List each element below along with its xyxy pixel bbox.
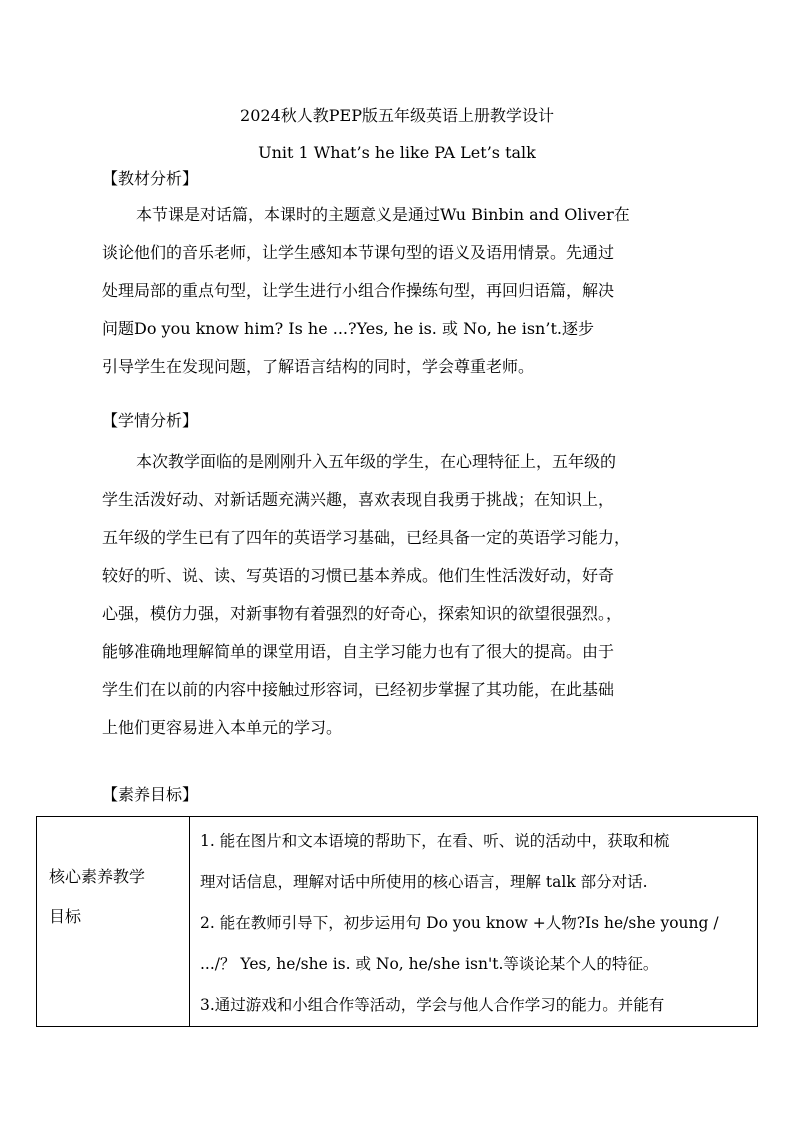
section-heading-textbook: 【教材分析】 — [102, 169, 199, 188]
paragraph-line: 心强，模仿力强，对新事物有着强烈的好奇心，探索知识的欲望很强烈。， — [102, 604, 623, 623]
goals-label-line: 核心素养教学 — [49, 867, 146, 886]
goals-table — [36, 816, 758, 1027]
goals-label-cell — [37, 817, 190, 1027]
document-subtitle: Unit 1 What’s he like PA Let’s talk — [258, 143, 536, 162]
goal-line: 理对话信息，理解对话中所使用的核心语言，理解 talk 部分对话. — [200, 873, 648, 891]
paragraph-line: 学生活泼好动、对新话题充满兴趣，喜欢表现自我勇于挑战；在知识上， — [102, 490, 615, 509]
section-heading-goals: 【素养目标】 — [102, 785, 199, 804]
goal-line: 2. 能在教师引导下，初步运用句 Do you know +人物?Is he/she young / — [200, 914, 719, 932]
paragraph-textbook — [102, 196, 712, 386]
goals-content-cell — [190, 817, 758, 1027]
document-title: 2024秋人教PEP版五年级英语上册教学设计 — [240, 106, 554, 125]
paragraph-line: 引导学生在发现问题，了解语言结构的同时，学会尊重老师。 — [102, 357, 535, 376]
paragraph-line: 问题Do you know him? Is he ...?Yes, he is. 或 No, he isn’t.逐步 — [102, 319, 594, 338]
paragraph-line: 较好的听、说、读、写英语的习惯已基本养成。他们生性活泼好动，好奇 — [102, 566, 615, 585]
goals-label-line: 目标 — [49, 907, 82, 926]
paragraph-line: 谈论他们的音乐老师，让学生感知本节课句型的语义及语用情景。先通过 — [102, 243, 615, 262]
paragraph-students — [102, 443, 712, 747]
goal-line: 1. 能在图片和文本语境的帮助下，在看、听、说的活动中，获取和梳 — [200, 832, 670, 850]
paragraph-line: 本节课是对话篇，本课时的主题意义是通过Wu Binbin and Oliver在 — [136, 205, 630, 224]
goal-line: 3.通过游戏和小组合作等活动，学会与他人合作学习的能力。并能有 — [200, 996, 665, 1014]
paragraph-line: 上他们更容易进入本单元的学习。 — [102, 718, 343, 737]
goal-line: .../？ Yes, he/she is. 或 No, he/she isn't.等谈论某个人的特征。 — [200, 955, 659, 973]
section-heading-students: 【学情分析】 — [102, 411, 199, 430]
paragraph-line: 学生们在以前的内容中接触过形容词，已经初步掌握了其功能，在此基础 — [102, 680, 615, 699]
paragraph-line: 能够准确地理解简单的课堂用语，自主学习能力也有了很大的提高。由于 — [102, 642, 615, 661]
paragraph-line: 五年级的学生已有了四年的英语学习基础，已经具备一定的英语学习能力， — [102, 528, 631, 547]
table-row — [37, 817, 758, 1027]
paragraph-line: 处理局部的重点句型，让学生进行小组合作操练句型，再回归语篇，解决 — [102, 281, 615, 300]
paragraph-line: 本次教学面临的是刚刚升入五年级的学生，在心理特征上，五年级的 — [136, 452, 617, 471]
